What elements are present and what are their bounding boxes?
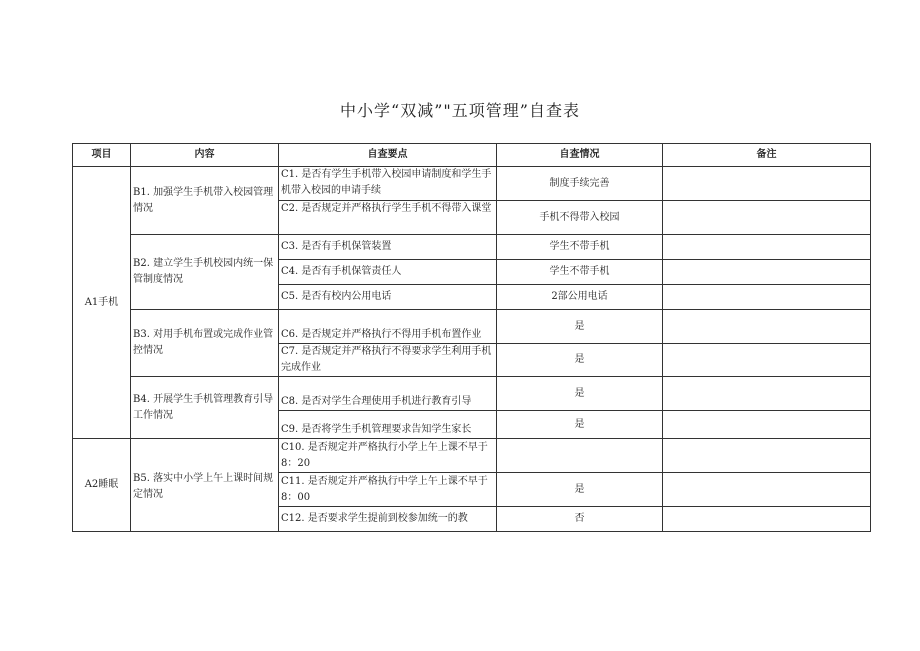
status-cell: 是 bbox=[497, 310, 663, 344]
table-header-row bbox=[73, 144, 871, 167]
status-cell: 否 bbox=[497, 507, 663, 532]
note-cell bbox=[663, 377, 871, 411]
table-row bbox=[73, 235, 871, 260]
check-point-cell: C2. 是否规定并严格执行学生手机不得带入课堂 bbox=[279, 201, 497, 235]
check-point-cell: C1. 是否有学生手机带入校园申请制度和学生手机带入校园的申请手续 bbox=[279, 167, 497, 201]
status-cell: 是 bbox=[497, 377, 663, 411]
note-cell bbox=[663, 167, 871, 201]
note-cell bbox=[663, 285, 871, 310]
check-point-cell: C10. 是否规定并严格执行小学上午上课不早于8：20 bbox=[279, 439, 497, 473]
note-cell bbox=[663, 473, 871, 507]
check-point-cell: C8. 是否对学生合理使用手机进行教育引导 bbox=[279, 377, 497, 411]
check-point-cell: C12. 是否要求学生提前到校参加统一的教 bbox=[279, 507, 497, 532]
project-cell: A2睡眠 bbox=[73, 439, 131, 532]
header-project: 项目 bbox=[73, 144, 131, 167]
check-point-cell: C5. 是否有校内公用电话 bbox=[279, 285, 497, 310]
status-cell bbox=[497, 439, 663, 473]
header-notes: 备注 bbox=[663, 144, 871, 167]
status-cell: 是 bbox=[497, 473, 663, 507]
self-check-table bbox=[72, 143, 871, 532]
project-cell: A1手机 bbox=[73, 167, 131, 439]
content-cell: B1. 加强学生手机带入校园管理情况 bbox=[131, 167, 279, 235]
status-cell: 学生不带手机 bbox=[497, 260, 663, 285]
note-cell bbox=[663, 201, 871, 235]
header-check-points: 自查要点 bbox=[279, 144, 497, 167]
table-row bbox=[73, 310, 871, 344]
header-content: 内容 bbox=[131, 144, 279, 167]
status-cell: 学生不带手机 bbox=[497, 235, 663, 260]
status-cell: 是 bbox=[497, 344, 663, 377]
note-cell bbox=[663, 260, 871, 285]
table-row bbox=[73, 439, 871, 473]
status-cell: 手机不得带入校园 bbox=[497, 201, 663, 235]
note-cell bbox=[663, 439, 871, 473]
note-cell bbox=[663, 411, 871, 439]
note-cell bbox=[663, 344, 871, 377]
check-point-cell: C4. 是否有手机保管责任人 bbox=[279, 260, 497, 285]
check-point-cell: C3. 是否有手机保管装置 bbox=[279, 235, 497, 260]
table-row bbox=[73, 377, 871, 411]
table-row bbox=[73, 167, 871, 201]
content-cell: B4. 开展学生手机管理教育引导工作情况 bbox=[131, 377, 279, 439]
content-cell: B3. 对用手机布置或完成作业管控情况 bbox=[131, 310, 279, 377]
header-status: 自查情况 bbox=[497, 144, 663, 167]
check-point-cell: C11. 是否规定并严格执行中学上午上课不早于8：00 bbox=[279, 473, 497, 507]
page-title: 中小学“双减”"五项管理”自查表 bbox=[340, 101, 580, 120]
status-cell: 是 bbox=[497, 411, 663, 439]
content-cell: B2. 建立学生手机校园内统一保管制度情况 bbox=[131, 235, 279, 310]
note-cell bbox=[663, 310, 871, 344]
check-point-cell: C7. 是否规定并严格执行不得要求学生利用手机完成作业 bbox=[279, 344, 497, 377]
note-cell bbox=[663, 507, 871, 532]
status-cell: 2部公用电话 bbox=[497, 285, 663, 310]
check-point-cell: C6. 是否规定并严格执行不得用手机布置作业 bbox=[279, 310, 497, 344]
note-cell bbox=[663, 235, 871, 260]
status-cell: 制度手续完善 bbox=[497, 167, 663, 201]
content-cell: B5. 落实中小学上午上课时间规定情况 bbox=[131, 439, 279, 532]
check-point-cell: C9. 是否将学生手机管理要求告知学生家长 bbox=[279, 411, 497, 439]
